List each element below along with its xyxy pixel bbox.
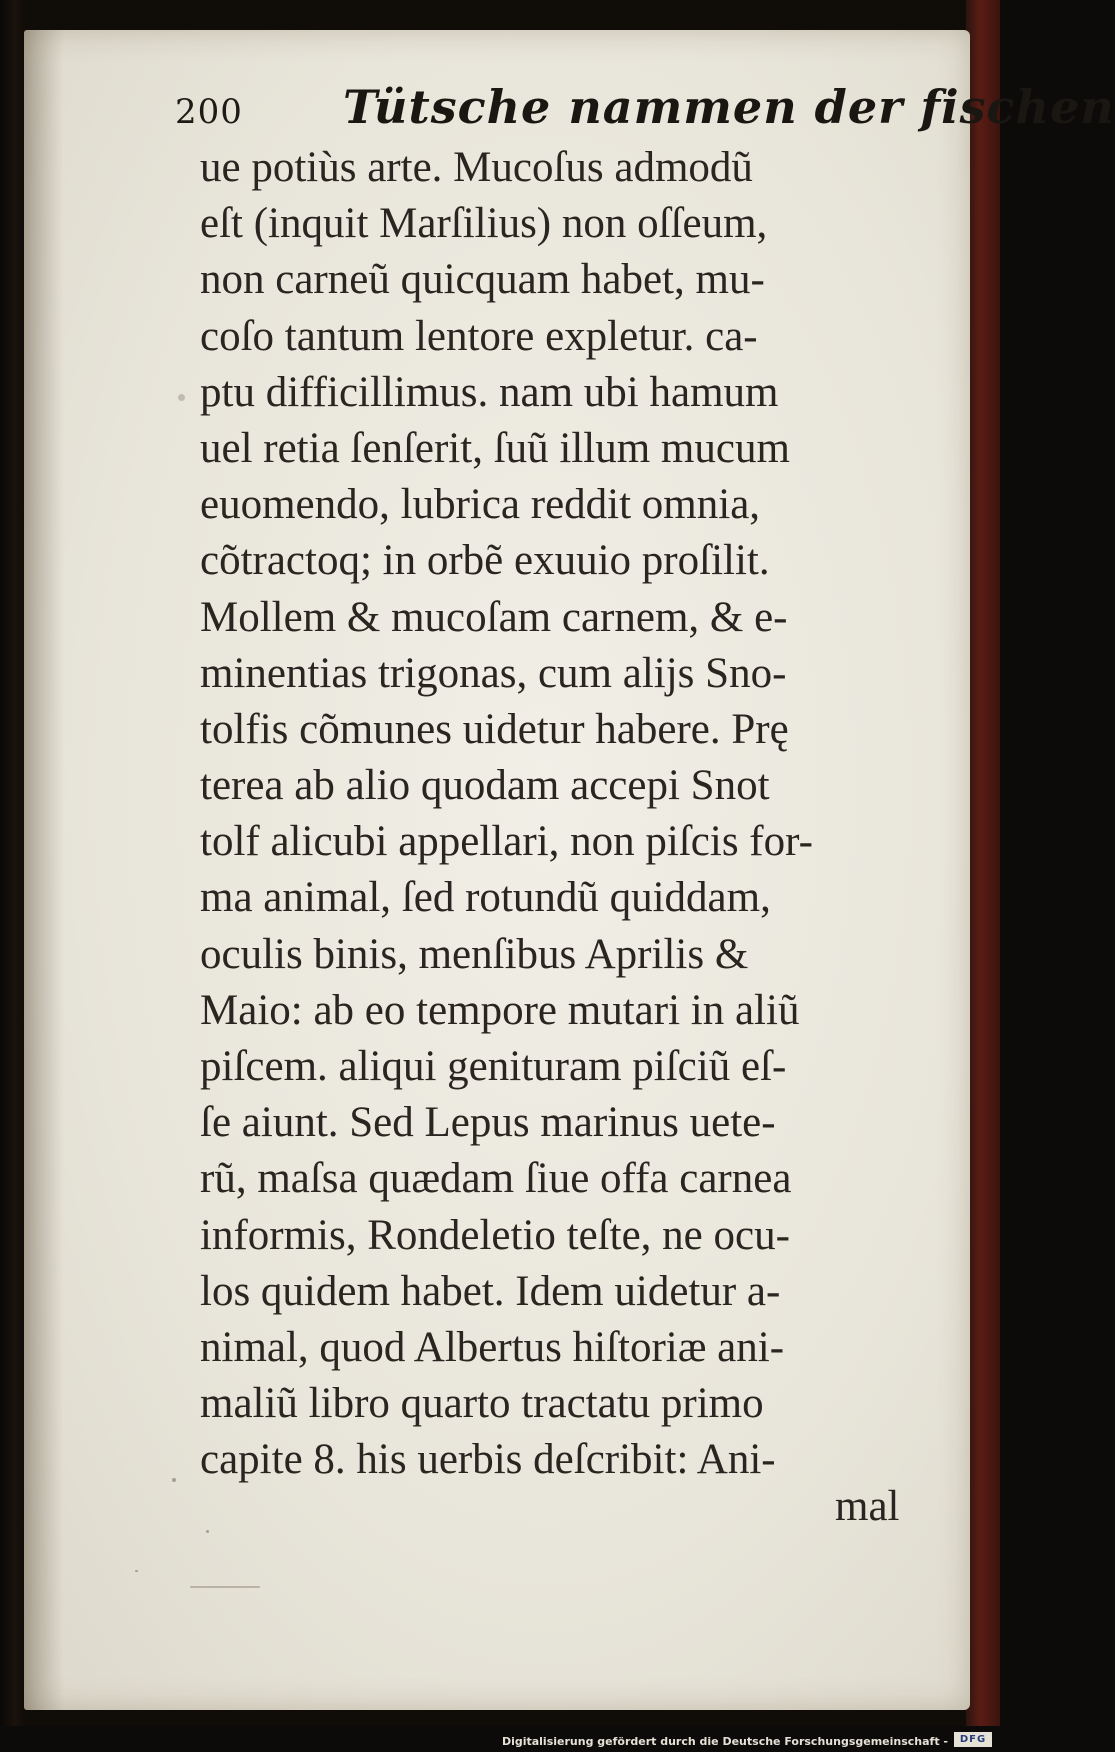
text-line: ue potiùs arte. Mucoſus admodũ <box>200 144 753 191</box>
body-text <box>200 140 960 1489</box>
text-line: minentias trigonas, cum alijs Sno- <box>200 649 787 697</box>
text-line: ma animal, ſed rotundũ quiddam, <box>200 874 771 922</box>
text-line: euomendo, lubrica reddit omnia, <box>200 481 761 529</box>
paper-speck <box>135 1570 138 1572</box>
book-cover-edge <box>966 0 1000 1752</box>
text-line: rũ, maſsa quædam ſiue offa carnea <box>200 1155 792 1203</box>
catchword: mal <box>835 1483 900 1530</box>
text-line: terea ab alio quodam accepi Snot <box>200 762 770 810</box>
text-line: informis, Rondeletio teſte, ne ocu- <box>200 1211 790 1259</box>
page-number: 200 <box>175 92 243 132</box>
text-line: Maio: ab eo tempore mutari in aliũ <box>200 986 800 1034</box>
paper-speck <box>206 1530 209 1533</box>
digitization-credit: Digitalisierung gefördert durch die Deutsche Forschungsgemeinschaft - <box>501 1735 948 1748</box>
text-line: los quidem habet. Idem uidetur a- <box>200 1267 781 1315</box>
text-line: nimal, quod Albertus hiſtoriæ ani- <box>200 1323 785 1371</box>
text-line: oculis binis, menſibus Aprilis & <box>200 930 749 978</box>
text-line: cõtractoq; in orbẽ exuuio proſilit. <box>200 537 770 585</box>
text-line: piſcem. aliqui genituram piſciũ eſ- <box>200 1043 787 1090</box>
footer-bar <box>0 1726 1000 1752</box>
running-head: Tütsche nammen der fischen <box>343 80 1115 134</box>
text-line: Mollem & mucoſam carnem, & e- <box>200 593 788 641</box>
page-gutter-shadow <box>24 30 64 1710</box>
dfg-logo: DFG <box>954 1732 992 1747</box>
paper-speck <box>172 1478 176 1482</box>
text-line: ſe aiunt. Sed Lepus marinus uete- <box>200 1099 776 1147</box>
paper-speck <box>178 394 185 401</box>
text-line: tolf alicubi appellari, non piſcis for- <box>200 818 813 866</box>
text-line: eſt (inquit Marſilius) non oſſeum, <box>200 200 768 248</box>
text-line: uel retia ſenſerit, ſuũ illum mucum <box>200 424 790 472</box>
text-line: maliũ libro quarto tractatu primo <box>200 1380 764 1428</box>
text-line: ptu difficillimus. nam ubi hamum <box>200 368 779 416</box>
text-line: coſo tantum lentore expletur. ca- <box>200 312 758 360</box>
text-line: non carneũ quicquam habet, mu- <box>200 256 765 304</box>
paper-speck <box>190 1586 260 1588</box>
text-line: tolfis cõmunes uidetur habere. Prę <box>200 705 789 753</box>
text-line: capite 8. his uerbis deſcribit: Ani- <box>200 1436 776 1484</box>
